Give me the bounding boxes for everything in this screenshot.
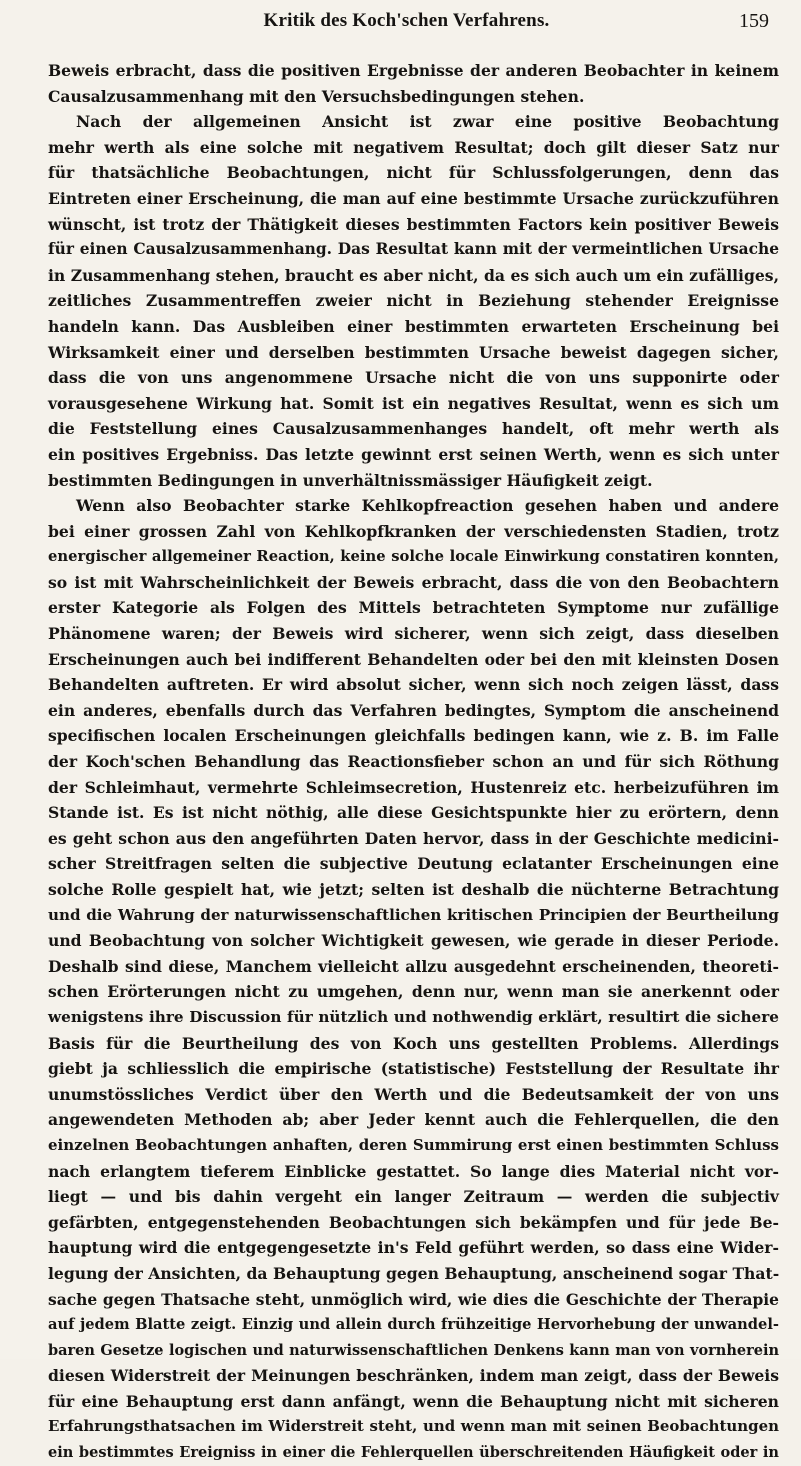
text-line: erster Kategorie als Folgen des Mittels betrachteten Symptome nur zufällige — [48, 598, 779, 618]
text-line: scher Streitfragen selten die subjective Deutung eclatanter Erscheinungen eine — [48, 854, 779, 874]
text-line: der Koch'schen Behandlung das Reactionsfieber schon an und für sich Röthung — [48, 752, 779, 772]
text-line: Wirksamkeit einer und derselben bestimmten Ursache beweist dagegen sicher, — [48, 342, 779, 362]
text-line: gefärbten, entgegenstehenden Beobachtungen sich bekämpfen und für jede Be- — [48, 1212, 779, 1232]
text-line: baren Gesetze logischen und naturwissenschaftlichen Denkens kann man von vornherein — [48, 1341, 779, 1359]
text-line: Causalzusammenhang mit den Versuchsbedingungen stehen. — [48, 86, 585, 106]
text-line: sache gegen Thatsache steht, unmöglich wird, wie dies die Geschichte der Therapie — [48, 1289, 779, 1309]
text-line: handeln kann. Das Ausbleiben einer bestimmten erwarteten Erscheinung bei — [48, 316, 779, 336]
text-line: bestimmten Bedingungen in unverhältnissmässiger Häufigkeit zeigt. — [48, 470, 653, 490]
text-line: Stande ist. Es ist nicht nöthig, alle diese Gesichtspunkte hier zu erörtern, denn — [48, 803, 779, 823]
text-line: schen Erörterungen nicht zu umgehen, denn nur, wenn man sie anerkennt oder — [48, 982, 779, 1002]
running-header — [44, 10, 769, 36]
page-number: 159 — [739, 10, 769, 32]
text-line: und Beobachtung von solcher Wichtigkeit gewesen, wie gerade in dieser Periode. — [48, 931, 779, 951]
text-line: so ist mit Wahrscheinlichkeit der Beweis erbracht, dass die von den Beobachtern — [48, 572, 779, 592]
text-line: vorausgesehene Wirkung hat. Somit ist ein negatives Resultat, wenn es sich um — [48, 393, 779, 413]
text-line: und die Wahrung der naturwissenschaftlichen kritischen Principien der Beurtheilung — [48, 905, 779, 924]
text-line: mehr werth als eine solche mit negativem Resultat; doch gilt dieser Satz nur — [48, 137, 779, 157]
text-line: in Zusammenhang stehen, braucht es aber nicht, da es sich auch um ein zufälliges, — [48, 265, 779, 285]
text-line: wenigstens ihre Discussion für nützlich und nothwendig erklärt, resultirt die sichere — [48, 1007, 779, 1026]
text-line: solche Rolle gespielt hat, wie jetzt; selten ist deshalb die nüchterne Betrachtung — [48, 880, 779, 899]
text-line: angewendeten Methoden ab; aber Jeder kennt auch die Fehlerquellen, die den — [48, 1110, 779, 1130]
text-line: nach erlangtem tieferem Einblicke gestattet. So lange dies Material nicht vor- — [48, 1161, 779, 1181]
text-line: zeitliches Zusammentreffen zweier nicht in Beziehung stehender Ereignisse — [48, 291, 779, 311]
text-line: liegt — und bis dahin vergeht ein langer Zeitraum — werden die subjectiv — [48, 1187, 779, 1207]
text-line: energischer allgemeiner Reaction, keine solche locale Einwirkung constatiren konnten, — [48, 548, 779, 566]
text-line: ein bestimmtes Ereigniss in einer die Fehlerquellen überschreitenden Häufigkeit oder in — [48, 1444, 779, 1462]
text-line: unumstössliches Verdict über den Werth und die Bedeutsamkeit der von uns — [48, 1084, 779, 1104]
text-line: Behandelten auftreten. Er wird absolut sicher, wenn sich noch zeigen lässt, dass — [48, 675, 779, 695]
text-line: ein positives Ergebniss. Das letzte gewinnt erst seinen Werth, wenn es sich unter — [48, 444, 779, 464]
text-line: Beweis erbracht, dass die positiven Ergebnisse der anderen Beobachter in keinem — [48, 61, 779, 80]
text-line: Erfahrungsthatsachen im Widerstreit steht, und wenn man mit seinen Beobachtungen — [48, 1417, 779, 1436]
text-line: giebt ja schliesslich die empirische (statistische) Feststellung der Resultate ihr — [48, 1059, 779, 1079]
text-line: Deshalb sind diese, Manchem vielleicht allzu ausgedehnt erscheinenden, theoreti- — [48, 956, 779, 976]
text-line: legung der Ansichten, da Behauptung gegen Behauptung, anscheinend sogar That- — [48, 1263, 780, 1283]
text-line: hauptung wird die entgegengesetzte in's Feld geführt werden, so dass eine Wider- — [48, 1238, 779, 1258]
text-line: diesen Widerstreit der Meinungen beschränken, indem man zeigt, dass der Beweis — [48, 1366, 779, 1386]
body-text — [48, 58, 779, 1466]
text-line: die Feststellung eines Causalzusammenhanges handelt, oft mehr werth als — [48, 419, 779, 439]
text-line: ein anderes, ebenfalls durch das Verfahren bedingtes, Symptom die anscheinend — [48, 700, 779, 720]
text-line: Nach der allgemeinen Ansicht ist zwar eine positive Beobachtung — [76, 112, 779, 132]
text-line: Wenn also Beobachter starke Kehlkopfreaction gesehen haben und andere — [76, 496, 779, 516]
text-line: bei einer grossen Zahl von Kehlkopfkranken der verschiedensten Stadien, trotz — [48, 521, 779, 541]
text-line: dass die von uns angenommene Ursache nicht die von uns supponirte oder — [48, 368, 779, 388]
text-line: für eine Behauptung erst dann anfängt, wenn die Behauptung nicht mit sicheren — [48, 1391, 779, 1411]
running-title: Kritik des Koch'schen Verfahrens. — [263, 10, 550, 31]
text-line: einzelnen Beobachtungen anhaften, deren Summirung erst einen bestimmten Schluss — [48, 1135, 779, 1154]
text-line: der Schleimhaut, vermehrte Schleimsecretion, Hustenreiz etc. herbeizuführen im — [48, 777, 779, 797]
text-line: Eintreten einer Erscheinung, die man auf eine bestimmte Ursache zurückzuführen — [48, 188, 779, 208]
text-line: Phänomene waren; der Beweis wird sicherer, wenn sich zeigt, dass dieselben — [48, 624, 779, 644]
text-line: für thatsächliche Beobachtungen, nicht für Schlussfolgerungen, denn das — [48, 163, 779, 183]
text-line: für einen Causalzusammenhang. Das Resultat kann mit der vermeintlichen Ursache — [48, 240, 779, 259]
text-line: specifischen localen Erscheinungen gleichfalls bedingen kann, wie z. B. im Falle — [48, 726, 779, 746]
text-line: es geht schon aus den angeführten Daten hervor, dass in der Geschichte medicini- — [48, 828, 779, 848]
text-line: auf jedem Blatte zeigt. Einzig und allein durch frühzeitige Hervorhebung der unwandel- — [48, 1316, 779, 1334]
text-line: wünscht, ist trotz der Thätigkeit dieses bestimmten Factors kein positiver Beweis — [48, 214, 779, 234]
text-line: Basis für die Beurtheilung des von Koch uns gestellten Problems. Allerdings — [48, 1033, 779, 1053]
text-line: Erscheinungen auch bei indifferent Behandelten oder bei den mit kleinsten Dosen — [48, 649, 779, 669]
